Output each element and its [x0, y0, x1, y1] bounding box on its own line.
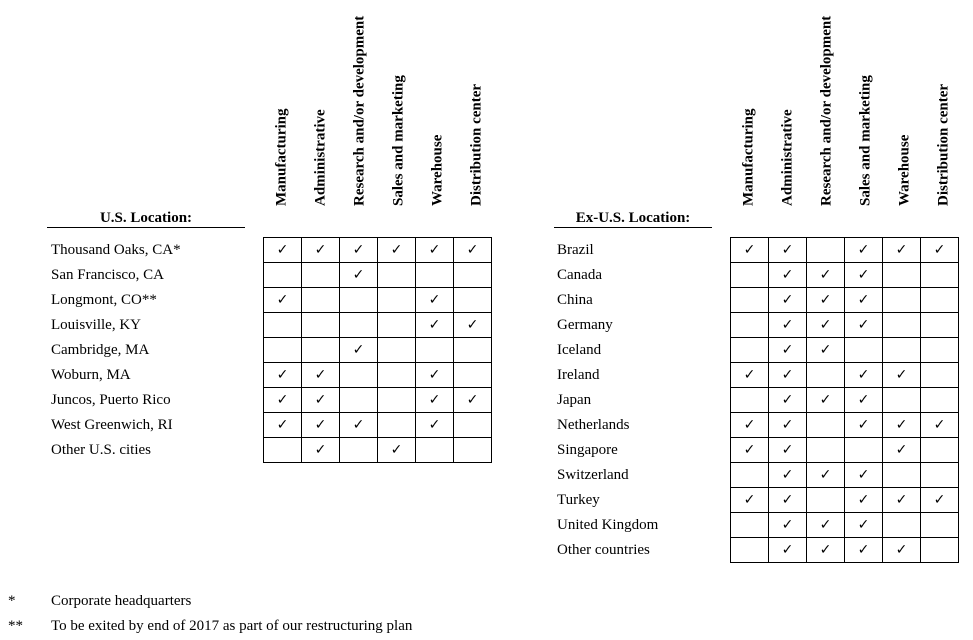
checkmark-cell — [883, 488, 921, 513]
table-row — [264, 238, 492, 263]
checkmark-icon: ✓ — [466, 242, 479, 258]
checkmark-cell — [731, 488, 769, 513]
empty-cell — [845, 438, 883, 463]
checkmark-icon: ✓ — [466, 317, 479, 333]
exus-column-header-label: Manufacturing — [740, 108, 757, 206]
us-column-header — [272, 0, 292, 225]
checkmark-cell — [769, 263, 807, 288]
checkmark-cell — [883, 238, 921, 263]
checkmark-cell — [807, 513, 845, 538]
empty-cell — [883, 338, 921, 363]
checkmark-icon: ✓ — [466, 392, 479, 408]
checkmark-icon: ✓ — [819, 267, 832, 283]
empty-cell — [731, 538, 769, 563]
checkmark-icon: ✓ — [819, 392, 832, 408]
exus-column-header — [895, 0, 915, 225]
exus-row-label: Ireland — [557, 367, 600, 383]
us-column-header — [467, 0, 487, 225]
checkmark-icon: ✓ — [781, 417, 794, 433]
empty-cell — [340, 388, 378, 413]
checkmark-icon: ✓ — [857, 242, 870, 258]
checkmark-icon: ✓ — [933, 417, 946, 433]
us-column-header-label: Manufacturing — [273, 108, 290, 206]
empty-cell — [921, 313, 959, 338]
empty-cell — [454, 438, 492, 463]
checkmark-cell — [302, 388, 340, 413]
checkmark-icon: ✓ — [428, 317, 441, 333]
checkmark-icon: ✓ — [819, 292, 832, 308]
empty-cell — [731, 388, 769, 413]
checkmark-cell — [921, 238, 959, 263]
footnote-1-text: Corporate headquarters — [51, 593, 192, 609]
empty-cell — [807, 438, 845, 463]
checkmark-icon: ✓ — [857, 517, 870, 533]
exus-row-label: United Kingdom — [557, 517, 659, 533]
checkmark-icon: ✓ — [781, 342, 794, 358]
checkmark-cell — [807, 338, 845, 363]
table-row — [731, 338, 959, 363]
empty-cell — [731, 338, 769, 363]
empty-cell — [454, 263, 492, 288]
checkmark-icon: ✓ — [857, 492, 870, 508]
exus-row-label: Canada — [557, 267, 602, 283]
empty-cell — [378, 388, 416, 413]
empty-cell — [302, 313, 340, 338]
checkmark-cell — [416, 238, 454, 263]
empty-cell — [883, 313, 921, 338]
table-row — [731, 263, 959, 288]
checkmark-cell — [769, 463, 807, 488]
checkmark-cell — [769, 388, 807, 413]
us-row-label: Woburn, MA — [51, 367, 131, 383]
checkmark-icon: ✓ — [314, 242, 327, 258]
exus-column-header-label: Research and/or development — [818, 15, 835, 206]
checkmark-icon: ✓ — [743, 242, 756, 258]
us-row-label: San Francisco, CA — [51, 267, 164, 283]
empty-cell — [921, 388, 959, 413]
checkmark-cell — [416, 388, 454, 413]
table-row — [731, 288, 959, 313]
checkmark-icon: ✓ — [276, 417, 289, 433]
exus-row-label: Japan — [557, 392, 592, 408]
footnote-2-text: To be exited by end of 2017 as part of our restructuring plan — [51, 618, 413, 634]
checkmark-icon: ✓ — [314, 367, 327, 383]
us-column-header-label: Distribution center — [468, 83, 485, 206]
checkmark-icon: ✓ — [895, 542, 908, 558]
checkmark-cell — [416, 313, 454, 338]
checkmark-cell — [769, 238, 807, 263]
table-row — [731, 538, 959, 563]
checkmark-cell — [769, 338, 807, 363]
empty-cell — [378, 313, 416, 338]
us-column-header-label: Warehouse — [429, 134, 446, 206]
empty-cell — [416, 338, 454, 363]
empty-cell — [921, 288, 959, 313]
checkmark-cell — [731, 238, 769, 263]
checkmark-cell — [769, 363, 807, 388]
exus-row-label: Netherlands — [557, 417, 630, 433]
exus-row-label: Germany — [557, 317, 613, 333]
checkmark-icon: ✓ — [390, 442, 403, 458]
checkmark-cell — [769, 513, 807, 538]
exus-column-header — [817, 0, 837, 225]
checkmark-icon: ✓ — [781, 542, 794, 558]
us-row-label: Louisville, KY — [51, 317, 141, 333]
checkmark-cell — [921, 413, 959, 438]
checkmark-icon: ✓ — [895, 367, 908, 383]
checkmark-cell — [340, 263, 378, 288]
checkmark-icon: ✓ — [314, 417, 327, 433]
empty-cell — [883, 388, 921, 413]
checkmark-cell — [921, 488, 959, 513]
checkmark-cell — [454, 388, 492, 413]
checkmark-cell — [264, 288, 302, 313]
checkmark-cell — [845, 288, 883, 313]
empty-cell — [807, 413, 845, 438]
checkmark-icon: ✓ — [428, 392, 441, 408]
empty-cell — [921, 513, 959, 538]
checkmark-cell — [302, 438, 340, 463]
exus-row-label: Switzerland — [557, 467, 629, 483]
checkmark-icon: ✓ — [352, 242, 365, 258]
table-row — [731, 513, 959, 538]
checkmark-cell — [845, 463, 883, 488]
us-facility-grid — [263, 237, 492, 463]
footnote-1-mark: * — [8, 593, 16, 609]
checkmark-cell — [340, 413, 378, 438]
checkmark-icon: ✓ — [390, 242, 403, 258]
checkmark-icon: ✓ — [857, 467, 870, 483]
checkmark-cell — [416, 413, 454, 438]
empty-cell — [883, 513, 921, 538]
checkmark-icon: ✓ — [857, 417, 870, 433]
checkmark-cell — [454, 238, 492, 263]
checkmark-cell — [807, 313, 845, 338]
exus-row-label: Brazil — [557, 242, 594, 258]
checkmark-cell — [845, 263, 883, 288]
checkmark-cell — [769, 288, 807, 313]
checkmark-cell — [378, 238, 416, 263]
empty-cell — [731, 263, 769, 288]
checkmark-cell — [302, 413, 340, 438]
checkmark-cell — [845, 538, 883, 563]
table-row — [731, 238, 959, 263]
footnote-2-mark: ** — [8, 618, 23, 634]
empty-cell — [416, 263, 454, 288]
us-column-header-label: Administrative — [312, 109, 329, 206]
table-row — [731, 488, 959, 513]
checkmark-icon: ✓ — [428, 242, 441, 258]
checkmark-icon: ✓ — [352, 267, 365, 283]
table-row — [731, 388, 959, 413]
checkmark-cell — [264, 363, 302, 388]
checkmark-icon: ✓ — [781, 392, 794, 408]
checkmark-icon: ✓ — [933, 242, 946, 258]
checkmark-cell — [264, 238, 302, 263]
exus-row-label: China — [557, 292, 593, 308]
us-column-header — [350, 0, 370, 225]
exus-column-header-label: Distribution center — [935, 83, 952, 206]
checkmark-cell — [769, 488, 807, 513]
checkmark-icon: ✓ — [276, 392, 289, 408]
checkmark-cell — [807, 388, 845, 413]
checkmark-icon: ✓ — [857, 267, 870, 283]
checkmark-icon: ✓ — [276, 292, 289, 308]
exus-location-heading: Ex-U.S. Location: — [554, 209, 712, 228]
us-location-heading: U.S. Location: — [47, 209, 245, 228]
empty-cell — [302, 263, 340, 288]
exus-column-header — [778, 0, 798, 225]
checkmark-icon: ✓ — [428, 292, 441, 308]
table-row — [731, 363, 959, 388]
exus-column-header — [856, 0, 876, 225]
table-row — [264, 413, 492, 438]
checkmark-icon: ✓ — [781, 492, 794, 508]
checkmark-cell — [807, 288, 845, 313]
exus-locations-section — [520, 0, 973, 570]
empty-cell — [378, 338, 416, 363]
us-column-header — [389, 0, 409, 225]
us-row-label: Cambridge, MA — [51, 342, 150, 358]
checkmark-cell — [302, 363, 340, 388]
checkmark-cell — [378, 438, 416, 463]
checkmark-cell — [731, 413, 769, 438]
table-row — [264, 363, 492, 388]
checkmark-icon: ✓ — [352, 417, 365, 433]
checkmark-icon: ✓ — [895, 492, 908, 508]
checkmark-cell — [264, 413, 302, 438]
empty-cell — [921, 463, 959, 488]
exus-row-label: Singapore — [557, 442, 618, 458]
empty-cell — [883, 263, 921, 288]
empty-cell — [378, 413, 416, 438]
table-row — [731, 463, 959, 488]
exus-column-header — [739, 0, 759, 225]
checkmark-icon: ✓ — [895, 417, 908, 433]
checkmark-icon: ✓ — [743, 442, 756, 458]
empty-cell — [454, 413, 492, 438]
exus-column-header-label: Sales and marketing — [857, 75, 874, 206]
checkmark-icon: ✓ — [819, 317, 832, 333]
table-row — [731, 438, 959, 463]
checkmark-cell — [883, 413, 921, 438]
checkmark-icon: ✓ — [781, 317, 794, 333]
checkmark-cell — [769, 313, 807, 338]
empty-cell — [921, 363, 959, 388]
empty-cell — [264, 438, 302, 463]
checkmark-icon: ✓ — [857, 392, 870, 408]
empty-cell — [264, 338, 302, 363]
us-row-label: Thousand Oaks, CA* — [51, 242, 181, 258]
exus-column-header — [934, 0, 954, 225]
empty-cell — [807, 363, 845, 388]
checkmark-cell — [845, 488, 883, 513]
empty-cell — [921, 338, 959, 363]
empty-cell — [416, 438, 454, 463]
checkmark-icon: ✓ — [857, 542, 870, 558]
empty-cell — [340, 438, 378, 463]
table-row — [731, 413, 959, 438]
checkmark-cell — [807, 263, 845, 288]
us-column-header-label: Sales and marketing — [390, 75, 407, 206]
checkmark-cell — [883, 363, 921, 388]
us-row-label: Longmont, CO** — [51, 292, 157, 308]
checkmark-icon: ✓ — [743, 367, 756, 383]
checkmark-cell — [416, 288, 454, 313]
empty-cell — [340, 313, 378, 338]
checkmark-icon: ✓ — [857, 367, 870, 383]
us-row-label: West Greenwich, RI — [51, 417, 173, 433]
checkmark-icon: ✓ — [895, 442, 908, 458]
checkmark-icon: ✓ — [314, 392, 327, 408]
table-row — [264, 388, 492, 413]
checkmark-icon: ✓ — [743, 492, 756, 508]
checkmark-cell — [883, 438, 921, 463]
checkmark-cell — [340, 338, 378, 363]
empty-cell — [302, 338, 340, 363]
checkmark-cell — [845, 238, 883, 263]
empty-cell — [921, 538, 959, 563]
checkmark-icon: ✓ — [781, 242, 794, 258]
exus-facility-grid — [730, 237, 959, 563]
empty-cell — [731, 463, 769, 488]
empty-cell — [921, 263, 959, 288]
empty-cell — [883, 288, 921, 313]
us-column-header-label: Research and/or development — [351, 15, 368, 206]
empty-cell — [731, 313, 769, 338]
checkmark-icon: ✓ — [781, 267, 794, 283]
us-row-label: Juncos, Puerto Rico — [51, 392, 171, 408]
us-row-label: Other U.S. cities — [51, 442, 151, 458]
checkmark-cell — [731, 438, 769, 463]
table-row — [264, 338, 492, 363]
exus-row-label: Other countries — [557, 542, 650, 558]
checkmark-cell — [807, 538, 845, 563]
checkmark-cell — [264, 388, 302, 413]
checkmark-icon: ✓ — [819, 467, 832, 483]
checkmark-cell — [769, 438, 807, 463]
empty-cell — [845, 338, 883, 363]
checkmark-icon: ✓ — [857, 292, 870, 308]
empty-cell — [302, 288, 340, 313]
checkmark-icon: ✓ — [352, 342, 365, 358]
checkmark-icon: ✓ — [276, 367, 289, 383]
checkmark-cell — [769, 538, 807, 563]
checkmark-icon: ✓ — [781, 292, 794, 308]
checkmark-cell — [845, 413, 883, 438]
checkmark-cell — [302, 238, 340, 263]
empty-cell — [264, 263, 302, 288]
table-row — [731, 313, 959, 338]
checkmark-cell — [769, 413, 807, 438]
empty-cell — [807, 488, 845, 513]
checkmark-cell — [845, 513, 883, 538]
table-row — [264, 438, 492, 463]
empty-cell — [454, 338, 492, 363]
checkmark-icon: ✓ — [819, 342, 832, 358]
checkmark-icon: ✓ — [781, 367, 794, 383]
table-row — [264, 288, 492, 313]
checkmark-icon: ✓ — [743, 417, 756, 433]
checkmark-cell — [454, 313, 492, 338]
checkmark-icon: ✓ — [276, 242, 289, 258]
us-column-header — [428, 0, 448, 225]
checkmark-icon: ✓ — [933, 492, 946, 508]
checkmark-icon: ✓ — [819, 542, 832, 558]
empty-cell — [340, 288, 378, 313]
footnotes — [0, 590, 973, 640]
checkmark-icon: ✓ — [819, 517, 832, 533]
empty-cell — [807, 238, 845, 263]
checkmark-icon: ✓ — [428, 367, 441, 383]
checkmark-icon: ✓ — [428, 417, 441, 433]
us-locations-section — [0, 0, 510, 470]
exus-column-header-label: Warehouse — [896, 134, 913, 206]
checkmark-cell — [416, 363, 454, 388]
checkmark-cell — [883, 538, 921, 563]
empty-cell — [378, 263, 416, 288]
empty-cell — [731, 513, 769, 538]
checkmark-icon: ✓ — [314, 442, 327, 458]
checkmark-cell — [845, 363, 883, 388]
empty-cell — [378, 288, 416, 313]
checkmark-icon: ✓ — [857, 317, 870, 333]
checkmark-cell — [340, 238, 378, 263]
checkmark-icon: ✓ — [781, 517, 794, 533]
empty-cell — [883, 463, 921, 488]
exus-row-label: Turkey — [557, 492, 600, 508]
us-column-header — [311, 0, 331, 225]
empty-cell — [731, 288, 769, 313]
checkmark-cell — [845, 388, 883, 413]
empty-cell — [264, 313, 302, 338]
empty-cell — [378, 363, 416, 388]
checkmark-icon: ✓ — [781, 442, 794, 458]
empty-cell — [921, 438, 959, 463]
checkmark-cell — [731, 363, 769, 388]
checkmark-icon: ✓ — [895, 242, 908, 258]
table-row — [264, 313, 492, 338]
empty-cell — [454, 363, 492, 388]
exus-row-label: Iceland — [557, 342, 602, 358]
checkmark-icon: ✓ — [781, 467, 794, 483]
checkmark-cell — [845, 313, 883, 338]
exus-column-header-label: Administrative — [779, 109, 796, 206]
table-row — [264, 263, 492, 288]
checkmark-cell — [807, 463, 845, 488]
empty-cell — [454, 288, 492, 313]
empty-cell — [340, 363, 378, 388]
